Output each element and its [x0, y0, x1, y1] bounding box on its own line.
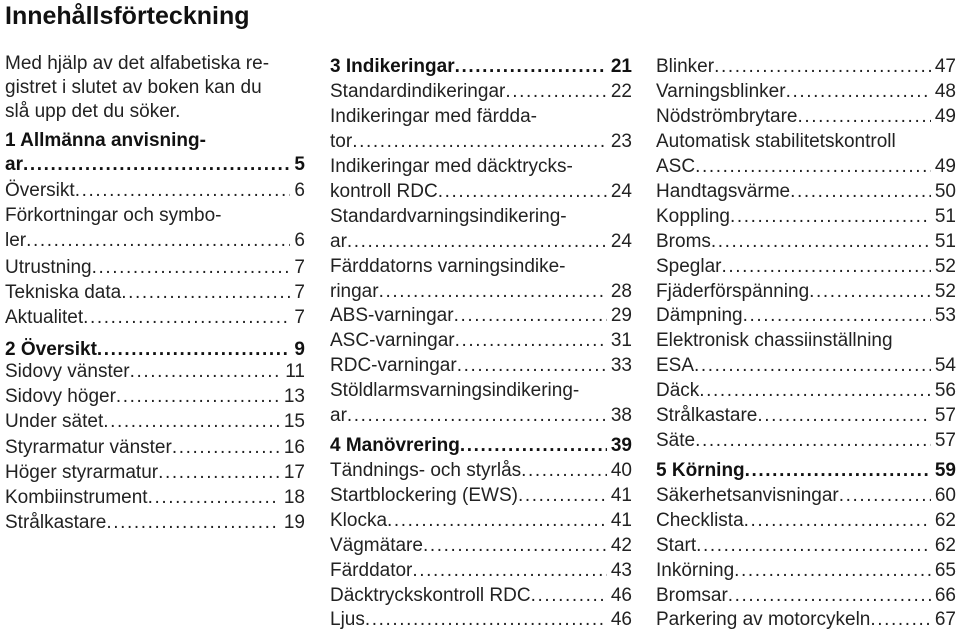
dot-leader — [743, 304, 931, 328]
toc-entry-text: ASC — [656, 156, 696, 177]
toc-page-number: 38 — [610, 405, 632, 426]
dot-leader — [347, 404, 607, 428]
dot-leader — [839, 484, 931, 508]
toc-page-number: 56 — [934, 380, 956, 401]
toc-page-number: 6 — [294, 180, 305, 201]
toc-entry-text: Nödströmbrytare — [656, 106, 798, 127]
toc-entry-text: ESA — [656, 355, 695, 376]
toc-entry — [330, 608, 632, 632]
dot-leader — [130, 360, 282, 384]
toc-entry — [330, 105, 632, 129]
toc-entry-text: 1 Allmänna anvisning- — [5, 130, 206, 151]
dot-leader — [387, 509, 607, 533]
toc-page-number: 5 — [294, 154, 305, 175]
toc-entry — [330, 329, 632, 353]
dot-leader — [365, 608, 607, 632]
dot-leader — [694, 354, 931, 378]
toc-entry — [330, 180, 632, 204]
toc-entry-text: Varningsblinker — [656, 81, 786, 102]
toc-entry-text: RDC-varningar — [330, 355, 457, 376]
toc-entry-text: Ljus — [330, 609, 365, 630]
toc-entry-text: Handtagsvärme — [656, 181, 791, 202]
toc-entry-text: ringar — [330, 281, 379, 302]
toc-entry-text: Färddator — [330, 560, 413, 581]
dot-leader — [711, 230, 931, 254]
dot-leader — [521, 459, 607, 483]
toc-page-number: 13 — [283, 386, 305, 407]
dot-leader — [790, 180, 931, 204]
toc-entry — [656, 534, 956, 558]
toc-entry-text: Inkörning — [656, 560, 735, 581]
toc-entry — [330, 130, 632, 154]
page-title: Innehållsförteckning — [5, 2, 250, 30]
toc-entry — [330, 379, 632, 403]
toc-entry-text: Förkortningar och symbo- — [5, 205, 222, 226]
toc-entry-text: ler — [5, 230, 27, 251]
dot-leader — [347, 230, 607, 254]
toc-entry-text: Blinker — [656, 56, 715, 77]
dot-leader — [106, 511, 279, 535]
toc-entry-text: Standardindikeringar — [330, 81, 506, 102]
toc-entry-text: 3 Indikeringar — [330, 56, 455, 77]
toc-entry-text: Start — [656, 535, 697, 556]
toc-entry-text: Tändnings- och styrlås — [330, 460, 522, 481]
dot-leader — [412, 559, 606, 583]
dot-leader — [786, 80, 931, 104]
toc-entry — [330, 534, 632, 558]
dot-leader — [757, 404, 930, 428]
dot-leader — [518, 484, 607, 508]
toc-entry — [330, 459, 632, 483]
toc-entry-text: Dämpning — [656, 305, 743, 326]
toc-page-number: 48 — [934, 81, 956, 102]
toc-page-number: 51 — [934, 231, 956, 252]
toc-entry-text: Säkerhetsanvisningar — [656, 485, 839, 506]
toc-page-number: 52 — [934, 256, 956, 277]
toc-entry — [656, 584, 956, 608]
toc-entry — [330, 404, 632, 428]
toc-entry-text: Automatisk stabilitetskontroll — [656, 131, 896, 152]
toc-entry — [656, 155, 956, 179]
toc-entry — [330, 354, 632, 378]
dot-leader — [83, 306, 290, 330]
toc-page-number: 67 — [934, 609, 956, 630]
toc-entry-text: Aktualitet — [5, 307, 84, 328]
toc-page-number: 60 — [934, 485, 956, 506]
toc-entry — [5, 461, 305, 485]
dot-leader — [695, 155, 931, 179]
toc-entry-text: Indikeringar med däcktrycks- — [330, 156, 573, 177]
toc-entry-text: ar — [5, 154, 23, 175]
toc-page-number: 22 — [610, 81, 632, 102]
toc-entry — [5, 385, 305, 409]
toc-entry — [656, 255, 956, 279]
toc-entry — [656, 280, 956, 304]
dot-leader — [103, 410, 280, 434]
toc-entry — [656, 329, 956, 353]
toc-entry — [5, 256, 305, 280]
toc-entry — [656, 304, 956, 328]
toc-entry-text: Under sätet — [5, 411, 104, 432]
toc-entry — [5, 360, 305, 384]
toc-entry-text: Koppling — [656, 206, 730, 227]
dot-leader — [714, 55, 931, 79]
toc-page-number: 15 — [283, 411, 305, 432]
toc-entry — [330, 230, 632, 254]
dot-leader — [454, 304, 607, 328]
toc-entry — [5, 179, 305, 203]
toc-entry — [656, 105, 956, 129]
dot-leader — [438, 180, 607, 204]
toc-entry — [5, 229, 305, 253]
toc-entry-text: kontroll RDC — [330, 181, 438, 202]
dot-leader — [722, 255, 931, 279]
dot-leader — [116, 385, 280, 409]
toc-entry-text: Bromsar — [656, 585, 728, 606]
toc-entry-text: ar — [330, 405, 347, 426]
toc-entry — [330, 509, 632, 533]
dot-leader — [92, 256, 291, 280]
toc-entry-text: Startblockering (EWS) — [330, 485, 518, 506]
dot-leader — [728, 584, 931, 608]
dot-leader — [379, 280, 607, 304]
intro-line: slå upp det du söker. — [5, 101, 181, 122]
dot-leader — [870, 608, 930, 632]
toc-entry-text: ASC-varningar — [330, 330, 455, 351]
toc-entry-text: Översikt — [5, 180, 75, 201]
toc-page-number: 51 — [934, 206, 956, 227]
toc-entry — [330, 304, 632, 328]
toc-entry — [656, 130, 956, 154]
toc-entry — [330, 434, 632, 458]
toc-page-number: 47 — [934, 56, 956, 77]
toc-page-number: 43 — [610, 560, 632, 581]
toc-page-number: 46 — [610, 609, 632, 630]
toc-entry-text: Höger styrarmatur — [5, 462, 159, 483]
toc-entry-text: tor — [330, 131, 353, 152]
toc-page-number: 39 — [610, 435, 632, 456]
toc-page-number: 7 — [294, 282, 305, 303]
toc-entry-text: Vägmätare — [330, 535, 423, 556]
toc-page-number: 28 — [610, 281, 632, 302]
intro-line: Med hjälp av det alfabetiska re- — [5, 53, 270, 74]
toc-entry-text: Klocka — [330, 510, 388, 531]
dot-leader — [352, 130, 607, 154]
toc-entry — [656, 484, 956, 508]
toc-entry-text: Checklista — [656, 510, 744, 531]
toc-entry-text: 2 Översikt — [5, 339, 97, 360]
toc-page-number: 57 — [934, 430, 956, 451]
dot-leader — [23, 153, 290, 177]
dot-leader — [455, 55, 607, 79]
toc-entry — [5, 153, 305, 177]
dot-leader — [455, 329, 607, 353]
toc-entry — [656, 404, 956, 428]
dot-leader — [734, 559, 931, 583]
toc-page-number: 31 — [610, 330, 632, 351]
dot-leader — [699, 379, 931, 403]
toc-entry — [330, 280, 632, 304]
dot-leader — [460, 434, 607, 458]
toc-page-number: 42 — [610, 535, 632, 556]
toc-page-number: 54 — [934, 355, 956, 376]
toc-entry — [656, 459, 956, 483]
toc-entry — [656, 429, 956, 453]
toc-entry-text: Broms — [656, 231, 711, 252]
toc-entry — [656, 230, 956, 254]
toc-entry-text: Parkering av motorcykeln — [656, 609, 871, 630]
toc-entry — [330, 584, 632, 608]
dot-leader — [121, 281, 290, 305]
toc-entry-text: Fjäderförspänning — [656, 281, 810, 302]
toc-page-number: 41 — [610, 510, 632, 531]
dot-leader — [531, 584, 607, 608]
toc-entry — [5, 436, 305, 460]
dot-leader — [798, 105, 931, 129]
toc-entry-text: 4 Manövrering — [330, 435, 460, 456]
dot-leader — [505, 80, 607, 104]
toc-page-number: 40 — [610, 460, 632, 481]
dot-leader — [457, 354, 607, 378]
toc-page-number: 21 — [610, 56, 632, 77]
toc-entry — [330, 80, 632, 104]
dot-leader — [809, 280, 931, 304]
toc-page-number: 46 — [610, 585, 632, 606]
toc-entry — [656, 354, 956, 378]
toc-entry-text: ABS-varningar — [330, 305, 454, 326]
toc-page-number: 11 — [285, 361, 305, 382]
toc-entry — [5, 338, 305, 362]
toc-page-number: 53 — [934, 305, 956, 326]
toc-entry-text: Strålkastare — [656, 405, 758, 426]
toc-page-number: 52 — [934, 281, 956, 302]
toc-entry — [5, 281, 305, 305]
toc-page-number: 50 — [934, 181, 956, 202]
toc-entry-text: 5 Körning — [656, 460, 745, 481]
toc-entry — [5, 486, 305, 510]
dot-leader — [75, 179, 291, 203]
toc-page-number: 59 — [934, 460, 956, 481]
toc-entry — [330, 205, 632, 229]
toc-page-number: 49 — [934, 106, 956, 127]
toc-page-number: 33 — [610, 355, 632, 376]
toc-entry-text: Kombiinstrument — [5, 487, 148, 508]
toc-page-number: 18 — [283, 487, 305, 508]
toc-entry-text: Utrustning — [5, 257, 92, 278]
toc-entry — [330, 559, 632, 583]
toc-entry-text: Speglar — [656, 256, 722, 277]
dot-leader — [744, 509, 931, 533]
toc-page-number: 29 — [610, 305, 632, 326]
toc-page-number: 19 — [283, 512, 305, 533]
toc-entry — [330, 55, 632, 79]
toc-entry — [656, 205, 956, 229]
toc-entry — [330, 255, 632, 279]
toc-page-number: 23 — [610, 131, 632, 152]
toc-page-number: 62 — [934, 510, 956, 531]
dot-leader — [730, 205, 931, 229]
toc-entry — [656, 608, 956, 632]
toc-page-number: 6 — [294, 230, 305, 251]
toc-entry — [656, 559, 956, 583]
toc-entry — [5, 129, 305, 153]
toc-entry-text: Styrarmatur vänster — [5, 437, 172, 458]
toc-entry — [5, 204, 305, 228]
toc-entry — [330, 155, 632, 179]
toc-page-number: 62 — [934, 535, 956, 556]
dot-leader — [423, 534, 607, 558]
toc-entry-text: Standardvarningsindikering- — [330, 206, 567, 227]
dot-leader — [97, 338, 291, 362]
toc-page-number: 24 — [610, 231, 632, 252]
toc-entry-text: Elektronisk chassiinställning — [656, 330, 893, 351]
toc-page-number: 49 — [934, 156, 956, 177]
toc-page-number: 9 — [294, 339, 305, 360]
toc-page-number: 41 — [610, 485, 632, 506]
toc-entry-text: Sidovy vänster — [5, 361, 130, 382]
toc-entry — [656, 55, 956, 79]
toc-entry — [656, 509, 956, 533]
intro-line: gistret i slutet av boken kan du — [5, 77, 262, 98]
toc-entry — [5, 306, 305, 330]
toc-page-number: 7 — [294, 307, 305, 328]
dot-leader — [745, 459, 931, 483]
dot-leader — [148, 486, 280, 510]
dot-leader — [26, 229, 290, 253]
toc-page-number: 17 — [283, 462, 305, 483]
toc-page-number: 16 — [283, 437, 305, 458]
toc-entry-text: Färddatorns varningsindike- — [330, 256, 566, 277]
toc-page-number: 66 — [934, 585, 956, 606]
dot-leader — [696, 534, 931, 558]
dot-leader — [158, 461, 280, 485]
toc-entry — [330, 484, 632, 508]
toc-entry-text: Säte — [656, 430, 696, 451]
toc-entry-text: Tekniska data — [5, 282, 122, 303]
toc-entry — [656, 379, 956, 403]
toc-entry — [5, 511, 305, 535]
toc-entry-text: Däcktryckskontroll RDC — [330, 585, 531, 606]
toc-entry-text: Stöldlarmsvarningsindikering- — [330, 380, 580, 401]
toc-entry — [656, 180, 956, 204]
toc-entry-text: Sidovy höger — [5, 386, 116, 407]
toc-entry-text: Indikeringar med färdda- — [330, 106, 537, 127]
toc-page-number: 65 — [934, 560, 956, 581]
toc-entry — [656, 80, 956, 104]
dot-leader — [172, 436, 280, 460]
toc-page-number: 57 — [934, 405, 956, 426]
dot-leader — [695, 429, 931, 453]
toc-page-number: 7 — [294, 257, 305, 278]
toc-entry-text: Däck — [656, 380, 700, 401]
toc-page-number: 24 — [610, 181, 632, 202]
toc-entry-text: Strålkastare — [5, 512, 107, 533]
toc-entry — [5, 410, 305, 434]
toc-entry-text: ar — [330, 231, 347, 252]
